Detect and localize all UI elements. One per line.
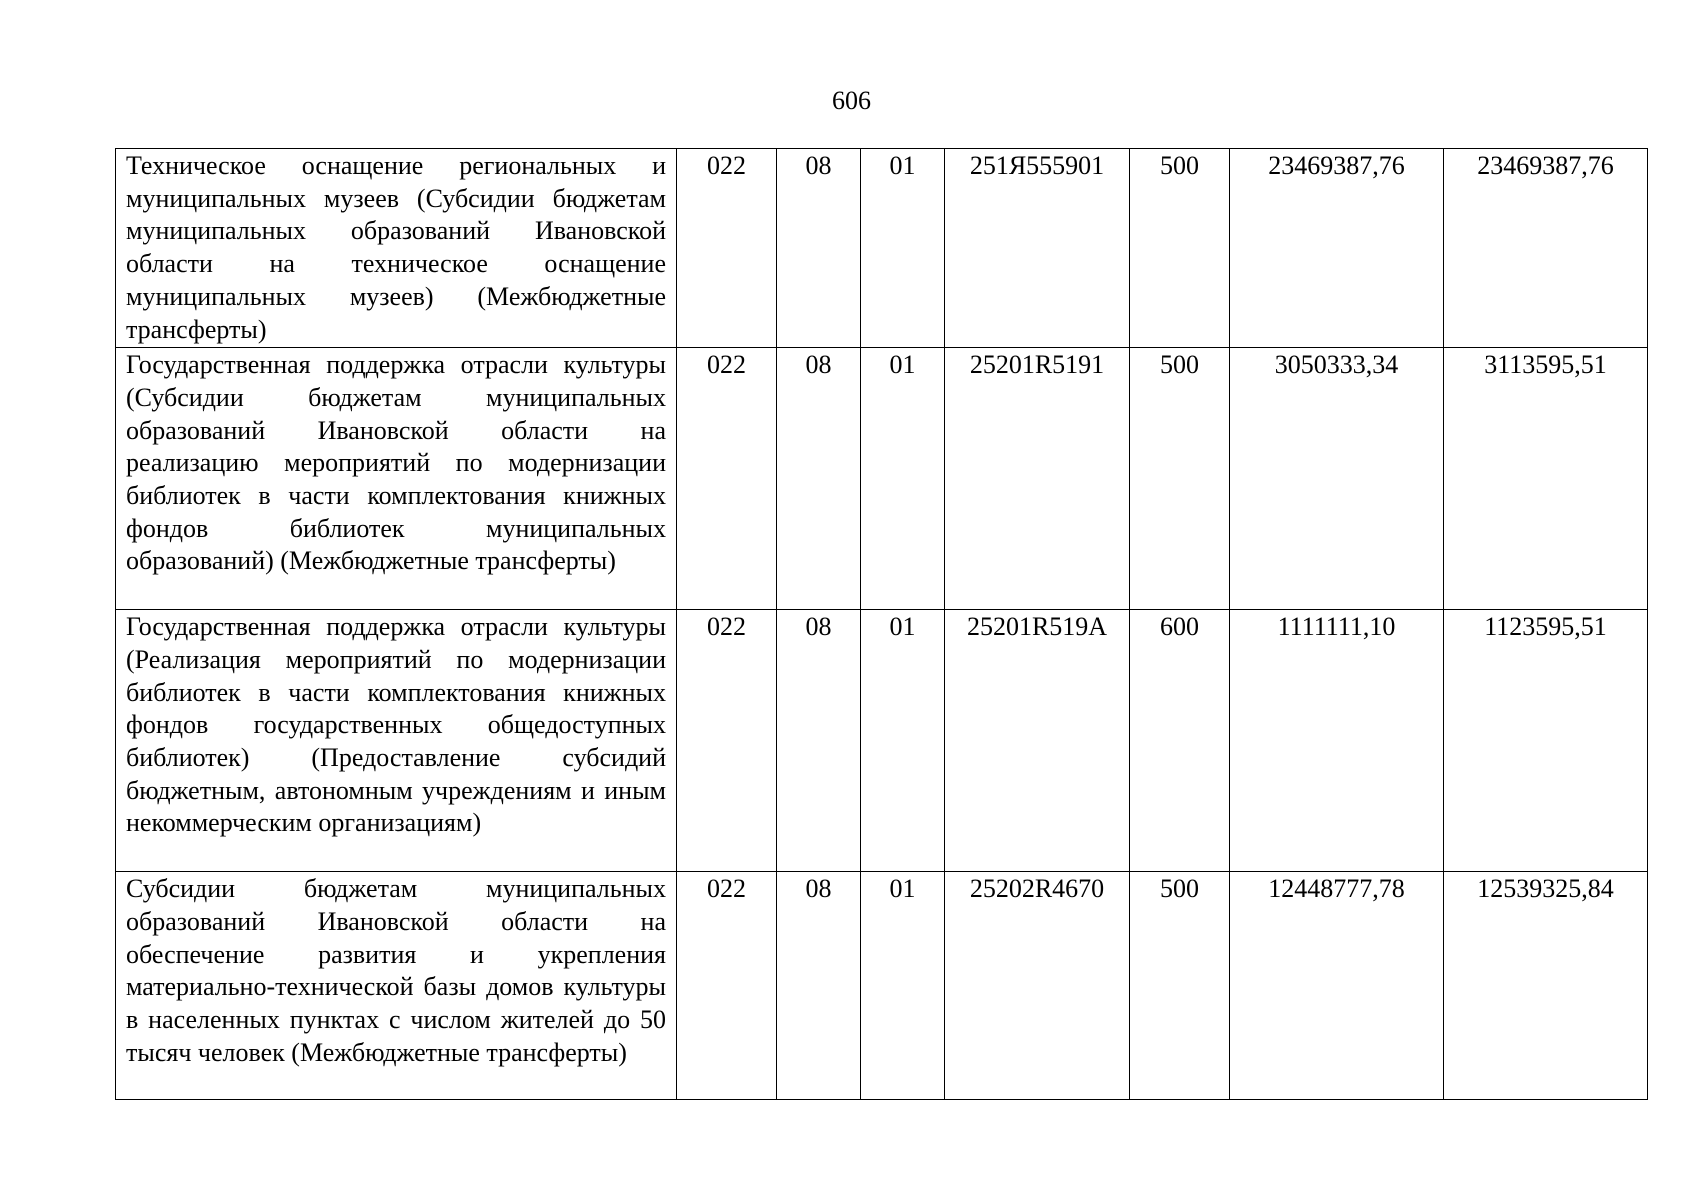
row-ministry-code: 022 xyxy=(677,872,777,1100)
row-subsection-code: 01 xyxy=(861,872,945,1100)
row-amount-2: 1123595,51 xyxy=(1444,610,1648,872)
row-amount-1: 23469387,76 xyxy=(1230,149,1444,348)
row-description: Субсидии бюджетам муниципальных образований Ивановской области на обеспечение развития и укрепления материально-технической базы домов культуры в населенных пунктах с числом жителей до 50 тысяч человек (Межбюджетные трансферты) xyxy=(116,872,677,1100)
row-ministry-code: 022 xyxy=(677,149,777,348)
row-section-code: 08 xyxy=(777,149,861,348)
row-amount-1: 12448777,78 xyxy=(1230,872,1444,1100)
row-expense-type: 500 xyxy=(1130,149,1230,348)
row-expense-type: 500 xyxy=(1130,872,1230,1100)
row-subsection-code: 01 xyxy=(861,610,945,872)
table-row xyxy=(116,348,1648,610)
row-description: Техническое оснащение региональных и муниципальных музеев (Субсидии бюджетам муниципальных образований Ивановской области на техническое оснащение муниципальных музеев) (Межбюджетные трансферты) xyxy=(116,149,677,348)
table-row xyxy=(116,872,1648,1100)
row-expense-type: 500 xyxy=(1130,348,1230,610)
budget-table xyxy=(115,148,1648,1100)
page-number: 606 xyxy=(832,86,871,115)
row-target-article: 25201R519A xyxy=(945,610,1130,872)
row-expense-type: 600 xyxy=(1130,610,1230,872)
row-section-code: 08 xyxy=(777,610,861,872)
row-target-article: 251Я555901 xyxy=(945,149,1130,348)
row-ministry-code: 022 xyxy=(677,610,777,872)
table-row xyxy=(116,610,1648,872)
row-amount-2: 12539325,84 xyxy=(1444,872,1648,1100)
row-amount-2: 23469387,76 xyxy=(1444,149,1648,348)
row-amount-1: 3050333,34 xyxy=(1230,348,1444,610)
row-ministry-code: 022 xyxy=(677,348,777,610)
row-amount-2: 3113595,51 xyxy=(1444,348,1648,610)
row-description: Государственная поддержка отрасли культуры (Реализация мероприятий по модернизации библиотек в части комплектования книжных фондов государственных общедоступных библиотек) (Предоставление субсидий бюджетным, автономным учреждениям и иным некоммерческим организациям) xyxy=(116,610,677,872)
row-section-code: 08 xyxy=(777,348,861,610)
row-description: Государственная поддержка отрасли культуры (Субсидии бюджетам муниципальных образований Ивановской области на реализацию мероприятий по модернизации библиотек в части комплектования книжных фондов библиотек муниципальных образований) (Межбюджетные трансферты) xyxy=(116,348,677,610)
table-row xyxy=(116,149,1648,348)
row-amount-1: 1111111,10 xyxy=(1230,610,1444,872)
row-section-code: 08 xyxy=(777,872,861,1100)
row-subsection-code: 01 xyxy=(861,348,945,610)
row-subsection-code: 01 xyxy=(861,149,945,348)
row-target-article: 25201R5191 xyxy=(945,348,1130,610)
row-target-article: 25202R4670 xyxy=(945,872,1130,1100)
